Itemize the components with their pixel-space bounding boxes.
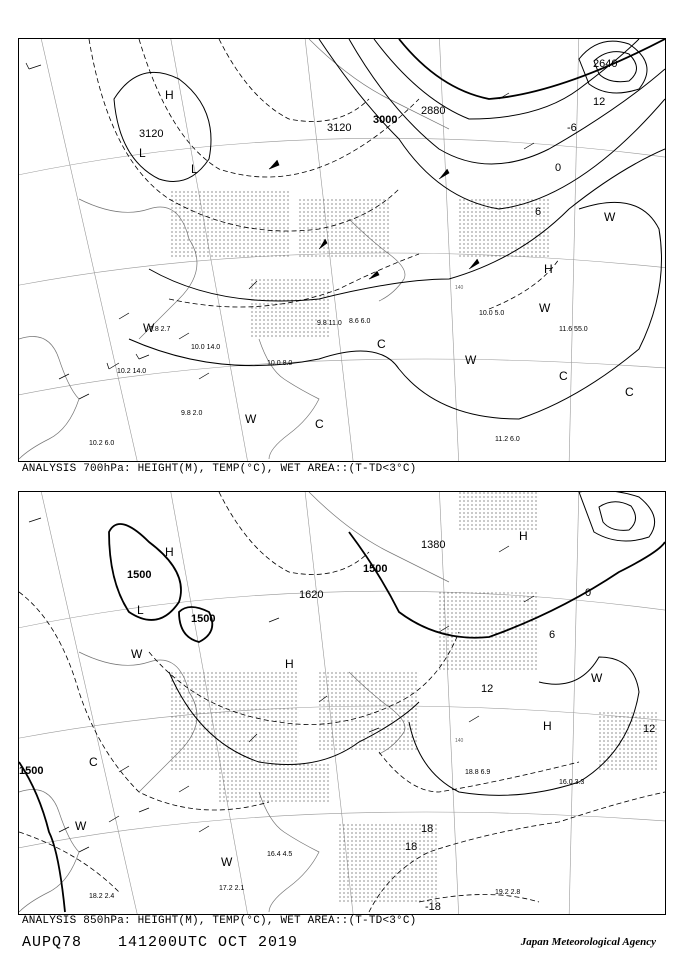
contour-label: 2640 [593, 58, 618, 70]
pressure-label: H [285, 657, 294, 671]
pressure-label: C [315, 417, 324, 431]
station-value: 19.2 2.8 [495, 889, 521, 896]
station-value: 10.2 14.0 [117, 368, 147, 375]
station-value: 10.0 8.0 [267, 360, 293, 367]
pressure-label: L [139, 146, 146, 160]
contour-label: -18 [425, 901, 441, 913]
pressure-label: H [519, 529, 528, 543]
station-values [89, 769, 584, 900]
contour-label: 0 [585, 587, 592, 599]
contour-label: 1500 [19, 765, 44, 777]
agency-credit: Japan Meteorological Agency [520, 936, 656, 948]
bulletin-timestamp: 141200UTC OCT 2019 [118, 934, 299, 951]
pressure-label: C [625, 385, 634, 399]
caption-700hpa: ANALYSIS 700hPa: HEIGHT(M), TEMP(°C), WET AREA::(T-TD<3°C) [22, 463, 417, 475]
contour-label: 3120 [139, 128, 164, 140]
graticule-label: 140 [455, 285, 464, 291]
contour-label: 3000 [373, 114, 398, 126]
map-700hpa-svg [19, 39, 665, 461]
bulletin-header [22, 934, 324, 951]
pressure-label: C [559, 369, 568, 383]
pressure-label: W [245, 412, 257, 426]
contour-label: -6 [567, 122, 577, 134]
pressure-label: W [604, 210, 616, 224]
station-value: 16.4 4.5 [267, 851, 293, 858]
map-panel-850hpa [18, 491, 666, 915]
station-value: 18.2 2.4 [89, 893, 115, 900]
station-value: 10.2 6.0 [89, 440, 115, 447]
pressure-label: H [165, 545, 174, 559]
station-value: 11.6 55.0 [559, 326, 588, 333]
station-value: 9.8 11.0 [317, 320, 342, 327]
map-850hpa-svg [19, 492, 665, 914]
station-value: 8.6 6.0 [349, 318, 371, 325]
station-value: 17.2 2.1 [219, 885, 245, 892]
pressure-label: W [221, 855, 233, 869]
station-value: 10.0 14.0 [191, 344, 221, 351]
pressure-label: L [137, 603, 144, 617]
pressure-label: H [165, 88, 174, 102]
contour-label: 1500 [127, 569, 152, 581]
station-value: 10.0 5.0 [479, 310, 505, 317]
contour-label: 6 [535, 206, 542, 218]
pressure-label: H [544, 262, 553, 276]
pressure-label: W [131, 647, 143, 661]
station-value: 18.8 6.9 [465, 769, 491, 776]
pressure-label: C [377, 337, 386, 351]
pressure-label: W [539, 301, 551, 315]
contour-label: 12 [481, 683, 494, 695]
graticule-label: 140 [455, 738, 464, 744]
pressure-label: H [543, 719, 552, 733]
station-value: 7.8 2.7 [149, 326, 171, 333]
pressure-label: W [75, 819, 87, 833]
contour-label: 18 [421, 823, 434, 835]
contour-label: 12 [593, 96, 606, 108]
caption-850hpa: ANALYSIS 850hPa: HEIGHT(M), TEMP(°C), WET AREA::(T-TD<3°C) [22, 915, 417, 927]
contour-label: 1500 [363, 563, 388, 575]
pressure-label: W [465, 353, 477, 367]
station-value: 9.8 2.0 [181, 410, 203, 417]
pressure-label: W [143, 321, 155, 335]
contour-label: 12 [643, 723, 656, 735]
bulletin-id: AUPQ78 [22, 934, 83, 951]
contour-label: 1500 [191, 613, 216, 625]
map-panel-700hpa [18, 38, 666, 462]
isotherms [89, 39, 562, 309]
contour-label: 18 [405, 841, 418, 853]
contour-label: 3120 [327, 122, 352, 134]
station-value: 16.0 3.3 [559, 779, 585, 786]
contour-label: 1380 [421, 539, 446, 551]
contour-label: 0 [555, 162, 562, 174]
pressure-label: L [191, 162, 198, 176]
pressure-label: C [89, 755, 98, 769]
station-value: 11.2 6.0 [495, 436, 520, 443]
contour-label: 1620 [299, 589, 324, 601]
contour-label: 2880 [421, 105, 446, 117]
contour-label: 6 [549, 629, 556, 641]
pressure-label: W [591, 671, 603, 685]
